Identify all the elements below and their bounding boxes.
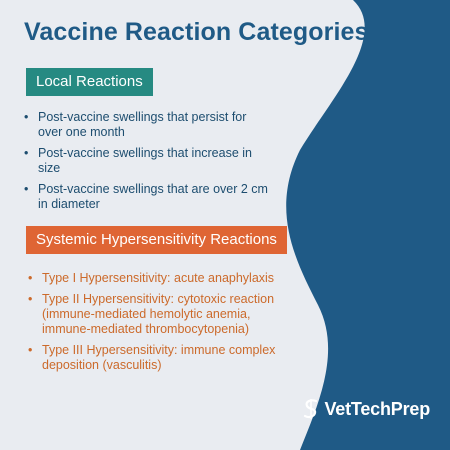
list-item: • Post-vaccine swellings that increase in size <box>24 146 274 176</box>
vettechprep-logo <box>301 398 430 420</box>
local-reactions-badge: Local Reactions <box>26 68 153 96</box>
local-reactions-list <box>24 110 274 218</box>
list-item: • Post-vaccine swellings that persist for over one month <box>24 110 274 140</box>
systemic-reactions-list <box>28 271 293 379</box>
vettechprep-logo-icon <box>301 398 321 420</box>
page-title: Vaccine Reaction Categories <box>24 18 369 46</box>
logo-text: VetTechPrep <box>324 398 430 419</box>
list-item: • Type I Hypersensitivity: acute anaphylaxis <box>28 271 293 286</box>
list-item: • Type III Hypersensitivity: immune complex deposition (vasculitis) <box>28 343 293 373</box>
list-item: • Type II Hypersensitivity: cytotoxic reaction (immune-mediated hemolytic anemia, immune-mediated thrombocytopenia) <box>28 292 293 337</box>
systemic-reactions-badge: Systemic Hypersensitivity Reactions <box>26 226 287 254</box>
list-item: • Post-vaccine swellings that are over 2 cm in diameter <box>24 182 274 212</box>
